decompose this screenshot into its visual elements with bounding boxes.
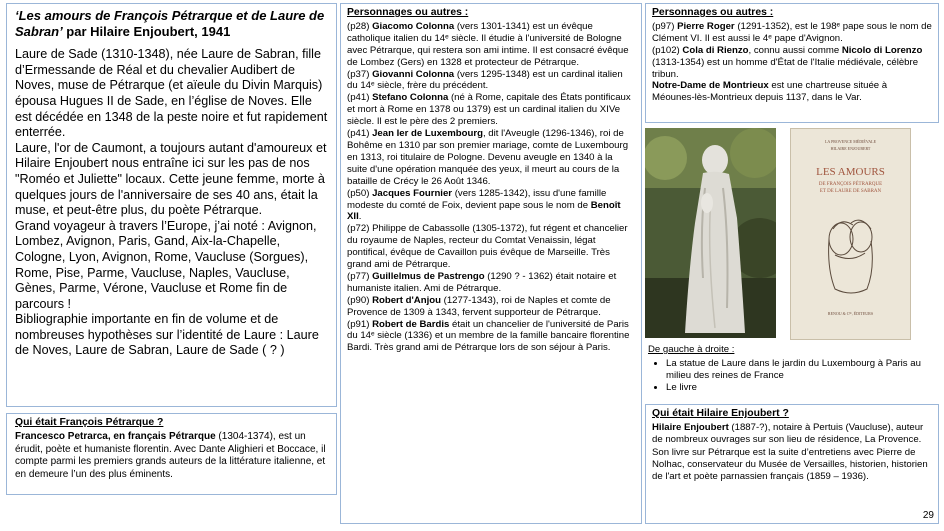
hilaire-desc: (1887-?), notaire à Pertuis (Vaucluse), auteur de nombreux ouvrages sur son lieu de résidence, La Provence.: [652, 422, 924, 446]
book-cover-drawing: [791, 129, 910, 339]
character-text: (p28): [347, 20, 373, 32]
book-title: [15, 8, 328, 39]
character-entry: [347, 92, 635, 128]
character-text: (vers 1285-1342), issu d'une famille modeste du comté de Foix, devient pape sous le nom de: [347, 187, 607, 211]
character-text: (p50): [347, 187, 373, 199]
character-entry: [347, 271, 635, 295]
book-publisher: RENOU & Cᴵᴱ, ÉDITEURS: [827, 311, 874, 316]
characters-list: [347, 21, 635, 354]
character-name: Giovanni Colonna: [372, 68, 455, 80]
character-text: (1313-1354) est un homme d'État de l'Italie médiévale, célèbre tribun.: [652, 56, 919, 80]
character-name: Guillelmus de Pastrengo: [372, 270, 485, 282]
character-text: Philippe de Cabassolle (1305-1372), fut régent et chancelier du royaume de Naples, recteur du Comtat Venaissin, légat pontifical, évêque de Cavaillon puis évêque de Marseille. Très grand ami de Pétrarque.: [347, 223, 628, 271]
character-text: est une chartreuse située à Méounes-lès-Montrieux depuis 1137, dans le Var.: [652, 80, 888, 104]
character-entry: [347, 69, 635, 93]
character-text: (p90): [347, 294, 373, 306]
characters-list-right: [652, 21, 932, 104]
laure-statue-photo: [645, 128, 776, 338]
petrarque-desc: (1304-1374), est un érudit, poète et humaniste florentin. Avec Dante Alighieri et Boccace, il compte parmi les premiers grands auteurs de la littérature italienne, et en demeure l’un des plus éminents.: [15, 431, 326, 480]
character-text: (p91): [347, 318, 373, 330]
character-text: (p97): [652, 20, 678, 32]
character-text: (1277-1343), roi de Naples et comte de Provence de 1309 à 1343, fervent supporteur de Pétrarque.: [347, 294, 611, 318]
book-title-line-2: DE FRANÇOIS PÉTRARQUE: [818, 182, 883, 187]
hilaire-paragraph-2: Son livre sur Pétrarque est la suite d’entretiens avec Pierre de Nolhac, conservateur du Musée de Versailles, historien, historien de l'art et poète parnassien français (1859 – 1936).: [652, 446, 928, 483]
caption-heading: De gauche à droite :: [648, 344, 735, 355]
caption-list: [648, 358, 938, 394]
character-name: Nicolo di Lorenzo: [841, 44, 923, 56]
character-entry: [347, 188, 635, 224]
character-text: (p77): [347, 270, 373, 282]
character-name: Pierre Roger: [677, 20, 735, 32]
character-entry: [347, 319, 635, 355]
character-text: , connu aussi comme: [748, 44, 842, 56]
intro-box: [6, 3, 337, 407]
character-entry: [652, 80, 932, 104]
character-text: (p72): [347, 223, 373, 235]
character-name: Jean Ier de Luxembourg: [372, 128, 483, 140]
petrarque-text: [15, 431, 328, 481]
intro-paragraph-1: Laure de Sade (1310-1348), née Laure de Sabran, fille d’Ermessande de Réal et du chevalier Audibert de Noves, muse de Pétrarque (et aïeule du Divin Marquis) épousa Hugues II de Sade, en l’église de Noves. Elle est décédée en 1348 de la peste noire et fut rapidement enterrée.: [15, 47, 328, 140]
characters-heading: Personnages ou autres :: [347, 7, 469, 18]
character-text: (p41): [347, 92, 373, 104]
characters-box-middle: [340, 3, 642, 524]
book-series: LA PROVENCE MÉDIÉVALE: [824, 139, 877, 144]
hilaire-text: [652, 422, 932, 446]
character-name: Notre-Dame de Montrieux: [652, 80, 769, 92]
character-name: Jacques Fournier: [372, 187, 453, 199]
character-name: Cola di Rienzo: [682, 44, 749, 56]
book-title-italic: ‘Les amours de François Pétrarque et de Laure de Sabran’: [15, 8, 325, 39]
character-text: (1290 ? - 1362) était notaire et humaniste italien. Ami de Pétrarque.: [347, 270, 617, 294]
character-name: Robert de Bardis: [372, 318, 450, 330]
character-text: (p102): [652, 44, 683, 56]
character-entry: [652, 21, 932, 45]
images-caption: [648, 344, 938, 394]
hilaire-box: [645, 404, 939, 524]
character-text: .: [358, 211, 362, 223]
book-cover-image: [790, 128, 911, 340]
character-name: Giacomo Colonna: [372, 20, 455, 32]
statue-image: [645, 128, 776, 338]
character-entry: [652, 45, 932, 81]
page-number: 29: [922, 510, 934, 521]
book-title-author: par Hilaire Enjoubert, 1941: [62, 23, 231, 39]
petrarque-heading: Qui était François Pétrarque ?: [15, 417, 164, 428]
book-title-line-3: ET DE LAURE DE SABRAN: [819, 189, 882, 194]
character-entry: [347, 223, 635, 271]
character-entry: [347, 128, 635, 188]
intro-paragraph-2: Laure, l'or de Caumont, a toujours autant d'amoureux et Hilaire Enjoubert nous entraîne ici sur les pas de nos "Roméo et Juliette" locaux. Cette jeune femme, morte à quelques jours de l'anniversaire de ses 40 ans, était la muse, et peut-être plus, du poète Pétrarque.: [15, 140, 327, 218]
intro-paragraph-4: Bibliographie importante en fin de volume et de nombreuses hypothèses sur l’identité de Laure : Laure de Noves, Laure de Sabran, Laure de Sade ( ? ): [15, 312, 319, 358]
petrarque-box: [6, 413, 337, 495]
book-author: HILAIRE ENJOUBERT: [830, 146, 871, 151]
caption-item: • Le livre: [666, 382, 938, 394]
character-text: (p41): [347, 128, 373, 140]
intro-paragraph-3: Grand voyageur à travers l’Europe, j’ai noté : Avignon, Lombez, Avignon, Paris, Gand, Aix-la-Chapelle, Cologne, Lyon, Avignon, Rome, Vaucluse (Sorgues), Rome, Pise, Parme, Vaucluse, Naples, Vaucluse, Gènes, Parme, Vérone, Vaucluse et Rome fin de parcours !: [15, 218, 317, 311]
caption-item: • La statue de Laure dans le jardin du Luxembourg à Paris au milieu des reines de France: [666, 358, 938, 382]
hilaire-heading: Qui était Hilaire Enjoubert ?: [652, 408, 789, 419]
character-text: (vers 1295-1348) est un cardinal italien du 14ᵉ siècle, frère du précédent.: [347, 68, 623, 92]
character-text: était un chancelier de l'université de Paris du 14ᵉ siècle (1336) et un membre de la famille bancaire florentine Bardi. Très grand ami de Pétrarque lors de son séjour à Paris.: [347, 318, 630, 354]
petrarque-name: Francesco Petrarca, en français Pétrarque: [15, 431, 216, 443]
character-text: , dit l'Aveugle (1296-1346), roi de Bohême en 1310 par son premier mariage, comte de Luxembourg en 1313, roi titulaire de Pologne. Devenu aveugle en 1340 à la suite d'une opération manquée des yeux, il meurt au cours de la bataille de Crécy le 26 Août 1346.: [347, 128, 629, 187]
character-entry: [347, 21, 635, 69]
characters-box-right: [645, 3, 939, 123]
character-name: Benoît XII: [347, 199, 621, 223]
characters-heading-right: Personnages ou autres :: [652, 7, 774, 18]
character-name: Stefano Colonna: [372, 92, 449, 104]
hilaire-name: Hilaire Enjoubert: [652, 422, 729, 434]
character-name: Robert d'Anjou: [372, 294, 441, 306]
book-title-line-1: LES AMOURS: [816, 166, 885, 178]
character-entry: [347, 295, 635, 319]
character-text: (1291-1352), est le 198ᵉ pape sous le nom de Clément VI. Il est aussi le 4ᵉ pape d'Avignon.: [652, 20, 932, 44]
character-text: (né à Rome, capitale des États pontificaux et mort à Rome en 1378 ou 1379) est un cardinal italien du XIVe siècle. Il est le père des 2 premiers.: [347, 92, 631, 128]
character-text: (p37): [347, 68, 373, 80]
character-text: (vers 1301-1341) est un évêque catholique italien du 14ᵉ siècle. Il étudie à l'université de Bologne avec Pétrarque, qui restera son ami intime. Il est consacré évêque de Lombez (Gers) en 1328 et protecteur de Pétrarque.: [347, 20, 629, 68]
